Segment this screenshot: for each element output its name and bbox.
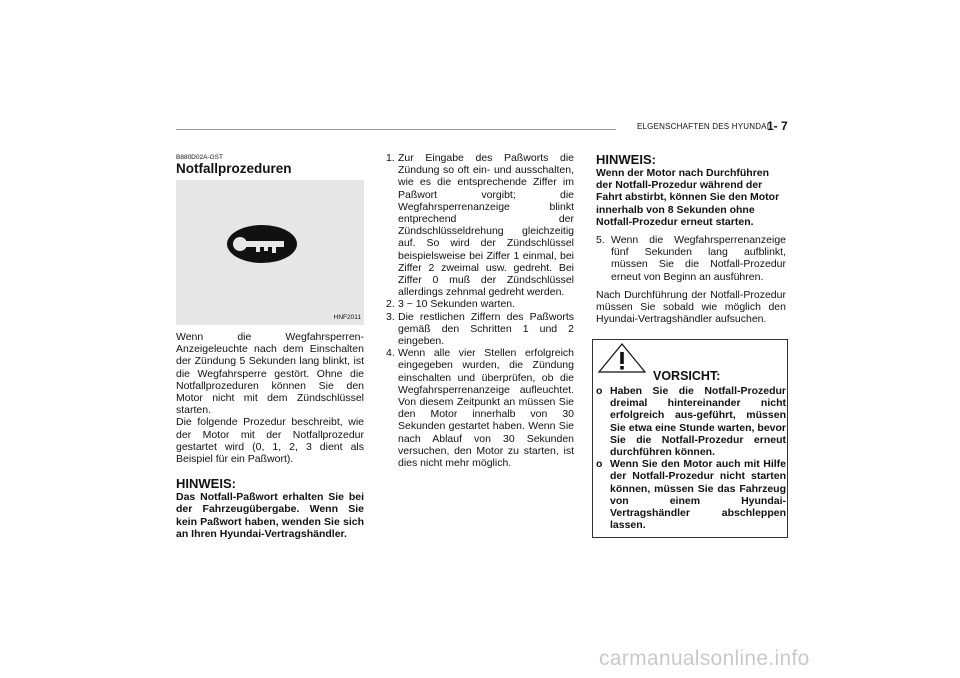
bullet: o: [596, 385, 603, 397]
header-rule: [176, 129, 616, 130]
step-text: 3 ~ 10 Sekunden warten.: [398, 298, 516, 311]
note-body: Das Notfall-Paßwort erhalten Sie bei der Fahrzeugübergabe. Wenn Sie kein Paßwort haben, wenden Sie sich an Ihren Hyundai-Vertragshändler.: [176, 491, 364, 540]
section-title: Notfallprozeduren: [176, 161, 292, 176]
step-text: Wenn die Wegfahrsperrenanzeige fünf Sekunden lang aufblinkt, müssen Sie die Notfall-Prozedur erneut von Beginn an ausführen.: [611, 234, 786, 283]
watermark: carmanualsonline.info: [599, 647, 810, 670]
intro-paragraph: Wenn die Wegfahrsperren-Anzeigeleuchte nach dem Einschalten der Zündung 5 Sekunden lang blinkt, ist die Wegfahrsperre gestört. Ohne die Notfallprozeduren können Sie den Motor nicht mit dem Zündschlüssel starten.: [176, 331, 364, 417]
step-number: 3.: [386, 310, 395, 323]
caution-text: Wenn Sie den Motor auch mit Hilfe der Notfall-Prozedur nicht starten können, müssen Sie das Fahrzeug von einem Hyundai-Vertragshändler abschleppen lassen.: [610, 458, 786, 532]
step-item: [596, 234, 786, 283]
step-text: Wenn alle vier Stellen erfolgreich eingegeben wurden, die Zündung einschalten und überprüfen, ob die Wegfahrsperrenanzeige aufleuchtet. Von diesem Zeitpunkt an müssen Sie den Motor innerhalb von 30 Sekunden gestartet haben. Wenn Sie nach Ablauf von 30 Sekunden versuchen, den Motor zu starten, ist dies nicht mehr möglich.: [398, 347, 574, 470]
right-note-heading: HINWEIS:: [596, 152, 656, 167]
right-column: [596, 152, 786, 325]
step-item: [386, 152, 574, 298]
step-item: [386, 298, 574, 310]
caution-list: [596, 385, 786, 531]
immobilizer-key-icon: [226, 224, 298, 264]
steps-list: [386, 152, 574, 469]
bullet: o: [596, 458, 603, 471]
header-section-title: ELGENSCHAFTEN DES HYUNDAI: [637, 122, 770, 131]
figure-label: HNF2011: [333, 314, 361, 321]
procedure-paragraph: Die folgende Prozedur beschreibt, wie der Motor mit der Notfallprozedur gestartet wird (0, 1, 2, 3 dient als Beispiel für ein Paßwort).: [176, 416, 364, 466]
caution-text: Haben Sie die Notfall-Prozedur dreimal hintereinander nicht erfolgreich aus-geführt, müssen Sie etwa eine Stunde warten, bevor Sie die Notfall-Prozedur erneut durchführen können.: [610, 385, 786, 459]
warning-triangle-icon: [598, 343, 646, 373]
left-column: [176, 331, 364, 540]
step-text: Zur Eingabe des Paßworts die Zündung so oft ein- und ausschalten, wie es die entsprechende Ziffer im Paßwort vorgibt; die Wegfahrsperrenanzeige blinkt entprechend der Zündschlüsseldrehung gleichzeitig auf. So wird der Zündschlüssel beispielsweise bei Ziffer 1 einmal, bei Ziffer 2 zweimal usw. gedreht. Bei Ziffer 0 muß der Zündschlüssel allerdings zehnmal gedreht werden.: [398, 152, 574, 299]
note-heading: HINWEIS:: [176, 476, 236, 492]
right-note-body: Wenn der Motor nach Durchführen der Notfall-Prozedur während der Fahrt abstirbt, können Sie den Motor innerhalb von 8 Sekunden ohne Notfall-Prozedur erneut starten.: [596, 167, 780, 228]
step-number: 2.: [386, 298, 395, 311]
caution-item: [596, 385, 786, 458]
step-text: Die restlichen Ziffern des Paßworts gemäß den Schritten 1 und 2 eingeben.: [398, 310, 574, 348]
immobilizer-figure: [176, 180, 364, 325]
step-number: 4.: [386, 347, 395, 360]
step-number: 5.: [596, 234, 605, 247]
page-number: 1- 7: [767, 119, 788, 133]
step-item: [386, 311, 574, 348]
step-item: [386, 347, 574, 469]
steps-column: [386, 152, 574, 469]
step-number: 1.: [386, 152, 395, 164]
after-procedure-paragraph: Nach Durchführung der Notfall-Prozedur müssen Sie sobald wie möglich den Hyundai-Vertragshändler aufsuchen.: [596, 288, 786, 326]
section-code: B880D02A-GST: [176, 154, 223, 161]
caution-item: [596, 458, 786, 531]
caution-title: VORSICHT:: [653, 369, 721, 383]
